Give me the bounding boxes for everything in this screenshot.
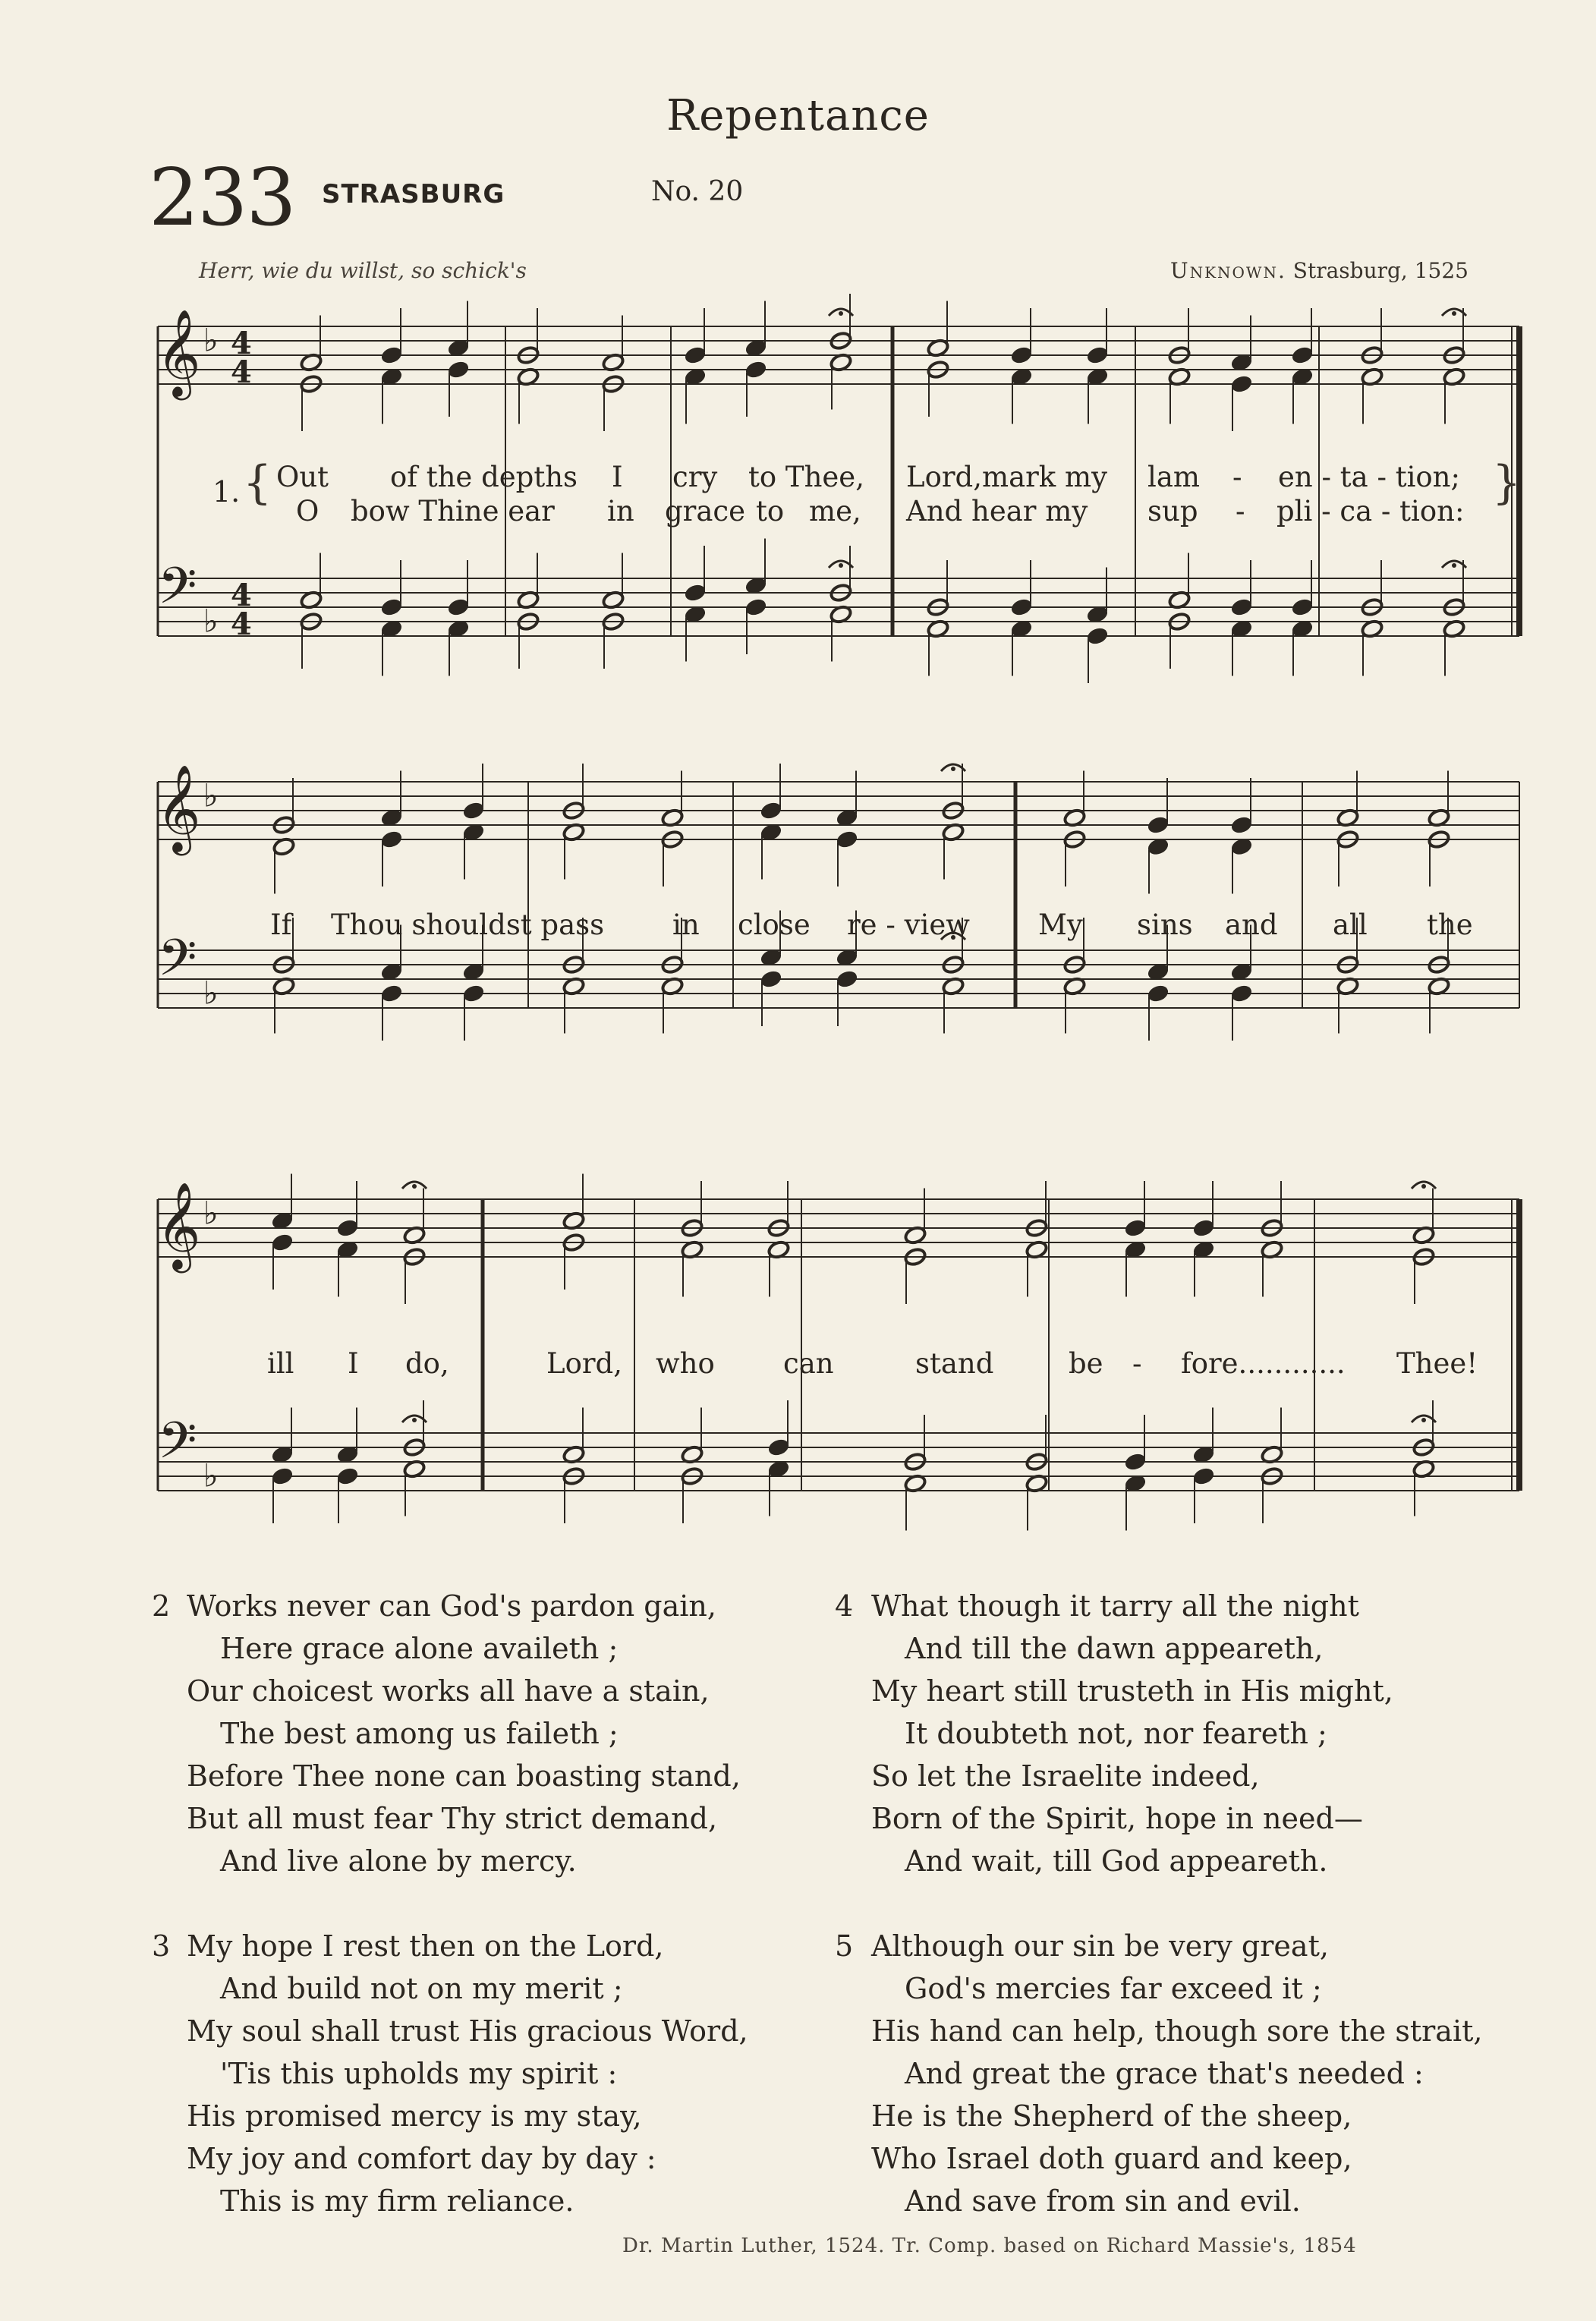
stanza-line: God's mercies far exceed it ; xyxy=(905,1972,1322,2005)
stanza-line: And save from sin and evil. xyxy=(905,2184,1301,2218)
lyric-syllable: lam xyxy=(1147,461,1200,493)
bass-clef-icon: 𝄢 xyxy=(158,928,197,1000)
tune-name: STRASBURG xyxy=(322,179,505,209)
quarter-note xyxy=(271,1233,294,1252)
quarter-note xyxy=(271,1466,294,1486)
stanza-number: 2 xyxy=(152,1589,171,1623)
fermata-dot xyxy=(412,1184,417,1189)
stanza-line: My soul shall trust His gracious Word, xyxy=(187,2014,748,2048)
tune-meter: No. 20 xyxy=(651,176,744,207)
quarter-note xyxy=(767,1438,791,1457)
quarter-note xyxy=(744,360,768,379)
quarter-note xyxy=(447,597,471,617)
quarter-note xyxy=(1124,1452,1147,1472)
quarter-note xyxy=(1192,1466,1216,1486)
lyric-syllable: And hear my xyxy=(906,495,1088,528)
lyric-syllable: to Thee, xyxy=(748,461,864,493)
lyric-syllable: can xyxy=(783,1347,834,1380)
stanza-line: It doubteth not, nor feareth ; xyxy=(905,1717,1327,1750)
lyric-syllable: I xyxy=(348,1347,359,1380)
lyric-syllable: O xyxy=(296,495,320,528)
stanza-line: 'Tis this upholds my spirit : xyxy=(220,2057,618,2090)
quarter-note xyxy=(1230,984,1254,1003)
stanza-line: What though it tarry all the night xyxy=(871,1589,1359,1623)
quarter-note xyxy=(1230,374,1254,394)
quarter-note xyxy=(684,583,707,603)
time-signature-top: 4 xyxy=(231,578,252,614)
quarter-note xyxy=(1010,345,1034,365)
lyric-syllable: - xyxy=(1132,1347,1142,1380)
lyric-syllable: I xyxy=(612,461,623,493)
lyric-syllable: all xyxy=(1333,909,1368,941)
stanza-number: 5 xyxy=(835,1929,854,1963)
hymn-number: 233 xyxy=(149,151,295,244)
quarter-note xyxy=(1230,815,1254,835)
music-system-2 xyxy=(149,751,1527,1138)
quarter-note xyxy=(1124,1218,1147,1238)
german-title: Herr, wie du willst, so schick's xyxy=(199,258,527,283)
music-system-3 xyxy=(149,1161,1527,1564)
flat-icon: ♭ xyxy=(203,602,219,640)
verse-number: 1. xyxy=(212,475,241,509)
lyric-syllable: in xyxy=(607,495,634,528)
stanza-line: And great the grace that's needed : xyxy=(905,2057,1424,2090)
source-author: Unknown. xyxy=(1169,258,1286,283)
stanza-line: Before Thee none can boasting stand, xyxy=(187,1759,741,1793)
lyric-syllable: do, xyxy=(405,1347,449,1380)
lyric-syllable: - xyxy=(1232,461,1242,493)
quarter-note xyxy=(462,801,486,820)
fermata-dot xyxy=(1421,1184,1426,1189)
quarter-note xyxy=(380,345,404,365)
stanza-3 xyxy=(152,1925,748,2222)
score-system-2 xyxy=(149,751,1527,1138)
fermata-dot xyxy=(839,563,843,568)
lyric-syllable: sins xyxy=(1137,909,1193,941)
stanza-line: And live alone by mercy. xyxy=(220,1844,577,1878)
quarter-note xyxy=(380,597,404,617)
lyric-right-brace-icon: } xyxy=(1492,456,1522,509)
lyric-syllable: - xyxy=(1236,495,1245,528)
quarter-note xyxy=(380,984,404,1003)
lyric-syllable: of the depths xyxy=(390,461,578,493)
quarter-note xyxy=(744,597,768,617)
quarter-note xyxy=(1291,597,1314,617)
lyric-syllable: me, xyxy=(809,495,861,528)
stanza-5 xyxy=(835,1925,1483,2222)
stanza-line: Born of the Spirit, hope in need— xyxy=(871,1802,1363,1835)
lyric-syllable: who xyxy=(656,1347,715,1380)
fermata-dot xyxy=(951,767,955,771)
lyric-syllable: Lord, xyxy=(546,1347,622,1380)
quarter-note xyxy=(1086,626,1110,646)
lyric-syllable: cry xyxy=(672,461,718,493)
flat-icon: ♭ xyxy=(203,974,219,1012)
stanza-line: But all must fear Thy strict demand, xyxy=(187,1802,718,1835)
quarter-note xyxy=(760,801,783,820)
lyric-syllable: and xyxy=(1225,909,1278,941)
stanza-line: Works never can God's pardon gain, xyxy=(187,1589,716,1623)
stanza-line: So let the Israelite indeed, xyxy=(871,1759,1260,1793)
quarter-note xyxy=(447,360,471,379)
lyric-syllable: Thee! xyxy=(1396,1347,1478,1380)
stanza-number: 3 xyxy=(152,1929,171,1963)
lyric-syllable: grace xyxy=(665,495,746,528)
lyric-syllable: stand xyxy=(915,1347,994,1380)
quarter-note xyxy=(336,1218,360,1238)
stanza-4 xyxy=(835,1585,1393,1882)
quarter-note xyxy=(462,984,486,1003)
lyric-syllable: re - view xyxy=(847,909,970,941)
stanza-number: 4 xyxy=(835,1589,854,1623)
fermata-dot xyxy=(1452,563,1456,568)
time-signature-bottom: 4 xyxy=(231,607,252,643)
quarter-note xyxy=(380,830,404,849)
lyric-syllable: ill xyxy=(267,1347,294,1380)
treble-clef-icon: 𝄞 xyxy=(156,309,201,397)
quarter-note xyxy=(1010,597,1034,617)
stanza-line: His hand can help, though sore the strait, xyxy=(871,2014,1483,2048)
lyric-syllable: fore............ xyxy=(1181,1347,1346,1380)
lyric-syllable: be xyxy=(1069,1347,1103,1380)
fermata-dot xyxy=(1452,311,1456,316)
flat-icon: ♭ xyxy=(203,321,219,359)
quarter-note xyxy=(1230,597,1254,617)
fermata-dot xyxy=(412,1418,417,1422)
time-signature-bottom: 4 xyxy=(231,355,252,391)
lyric-syllable: Lord,mark my xyxy=(906,461,1107,493)
quarter-note xyxy=(336,1466,360,1486)
text-credit: Dr. Martin Luther, 1524. Tr. Comp. based on Richard Massie's, 1854 xyxy=(622,2234,1357,2257)
quarter-note xyxy=(1147,815,1170,835)
stanza-line: My joy and comfort day by day : xyxy=(187,2142,656,2175)
quarter-note xyxy=(760,969,783,989)
stanza-line: My heart still trusteth in His might, xyxy=(871,1674,1393,1708)
stanza-line: Although our sin be very great, xyxy=(871,1929,1329,1963)
stanza-2 xyxy=(152,1585,741,1882)
bass-clef-icon: 𝄢 xyxy=(158,556,197,628)
flat-icon: ♭ xyxy=(203,1194,219,1232)
bass-clef-icon: 𝄢 xyxy=(158,1411,197,1482)
quarter-note xyxy=(836,969,859,989)
lyric-syllable: bow Thine ear xyxy=(351,495,555,528)
stanza-line: Our choicest works all have a stain, xyxy=(187,1674,710,1708)
lyric-syllable: Out xyxy=(276,461,329,493)
stanza-line: My hope I rest then on the Lord, xyxy=(187,1929,664,1963)
treble-clef-icon: 𝄞 xyxy=(156,1182,201,1270)
lyric-left-brace-icon: { xyxy=(243,456,272,509)
section-title: Repentance xyxy=(666,91,930,140)
lyric-syllable: sup xyxy=(1147,495,1198,528)
music-system-1 xyxy=(149,288,1527,713)
flat-icon: ♭ xyxy=(203,776,219,814)
flat-icon: ♭ xyxy=(203,1457,219,1494)
treble-clef-icon: 𝄞 xyxy=(156,764,201,852)
stanza-line: He is the Shepherd of the sheep, xyxy=(871,2099,1352,2133)
stanza-line: Who Israel doth guard and keep, xyxy=(871,2142,1352,2175)
lyric-syllable: in xyxy=(672,909,700,941)
time-signature-top: 4 xyxy=(231,326,252,362)
quarter-note xyxy=(1291,345,1314,365)
lyric-syllable: to xyxy=(756,495,785,528)
lyric-syllable: the xyxy=(1427,909,1473,941)
stanza-line: The best among us faileth ; xyxy=(220,1717,619,1750)
stanza-line: And build not on my merit ; xyxy=(220,1972,623,2005)
stanza-line: This is my firm reliance. xyxy=(220,2184,574,2218)
quarter-note xyxy=(836,830,859,849)
quarter-note xyxy=(684,345,707,365)
lyric-syllable: If xyxy=(270,909,292,941)
stanza-line: And till the dawn appeareth, xyxy=(905,1632,1324,1665)
quarter-note xyxy=(1147,984,1170,1003)
fermata-dot xyxy=(1421,1418,1426,1422)
quarter-note xyxy=(1192,1218,1216,1238)
source-place: Strasburg, 1525 xyxy=(1292,258,1469,283)
tune-source xyxy=(1170,258,1469,283)
stanza-line: And wait, till God appeareth. xyxy=(905,1844,1328,1878)
lyric-syllable: pli - ca - tion: xyxy=(1276,495,1465,528)
fermata-dot xyxy=(839,311,843,316)
stanza-line: His promised mercy is my stay, xyxy=(187,2099,642,2133)
quarter-note xyxy=(1086,345,1110,365)
lyric-syllable: My xyxy=(1038,909,1083,941)
stanza-line: Here grace alone availeth ; xyxy=(220,1632,619,1665)
lyric-syllable: Thou shouldst pass xyxy=(331,909,605,941)
lyric-syllable: close xyxy=(738,909,811,941)
lyric-syllable: en - ta - tion; xyxy=(1278,461,1460,493)
